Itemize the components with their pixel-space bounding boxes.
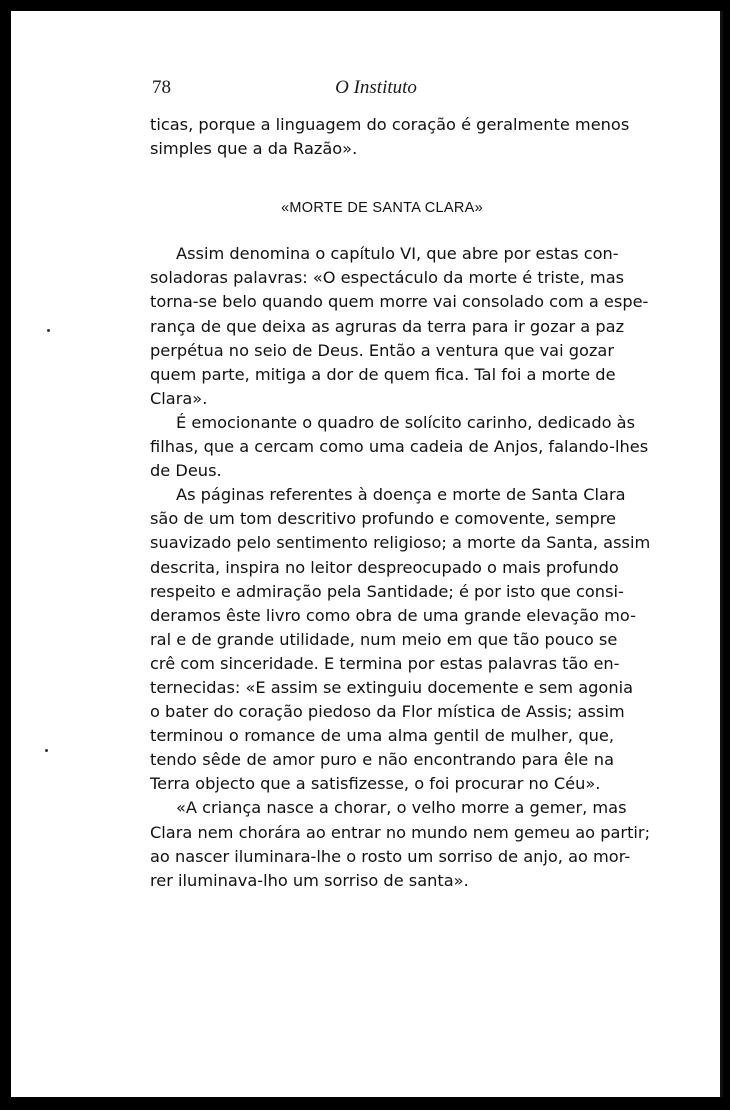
text-line: suavizado pelo sentimento religioso; a morte da Santa, assim — [150, 533, 651, 553]
text-line: crê com sinceridade. E termina por estas palavras tão en- — [150, 653, 620, 673]
text-line: Clara nem chorára ao entrar no mundo nem gemeu ao partir; — [150, 822, 651, 842]
text-line: soladoras palavras: «O espectáculo da morte é triste, mas — [150, 268, 625, 288]
text-line: As páginas referentes à doença e morte de Santa Clara — [176, 485, 626, 505]
text-line: «A criança nasce a chorar, o velho morre a gemer, mas — [176, 798, 627, 818]
text-line: perpétua no seio de Deus. Então a ventura que vai gozar — [150, 340, 614, 360]
text-line: É emocionante o quadro de solícito carinho, dedicado às — [176, 412, 636, 432]
page-number: 78 — [152, 77, 171, 98]
text-line: Clara». — [150, 388, 208, 408]
paragraph — [150, 411, 649, 483]
text-line: simples que a da Razão». — [150, 139, 358, 159]
text-line: respeito e admiração pela Santidade; é por isto que consi- — [150, 581, 624, 601]
text-line: deramos êste livro como obra de uma grande elevação mo- — [150, 605, 636, 625]
text-line: filhas, que a cercam como uma cadeia de Anjos, falando-lhes — [150, 437, 649, 457]
paragraph — [150, 796, 651, 892]
text-line: rança de que deixa as agruras da terra para ir gozar a paz — [150, 316, 625, 336]
text-line: Terra objecto que a satisfizesse, o foi procurar no Céu». — [150, 774, 601, 794]
text-line: ternecidas: «E assim se extinguiu docemente e sem agonia — [150, 677, 633, 697]
paragraph-continuation — [150, 113, 630, 161]
text-line: torna-se belo quando quem morre vai consolado com a espe- — [150, 292, 649, 312]
book-page — [11, 11, 723, 1097]
text-line: são de um tom descritivo profundo e comovente, sempre — [150, 509, 617, 529]
text-line: quem parte, mitiga a dor de quem fica. Tal foi a morte de — [150, 364, 616, 384]
paragraph — [150, 483, 651, 796]
text-line: ticas, porque a linguagem do coração é geralmente menos — [150, 115, 630, 134]
scan-speck — [47, 329, 50, 332]
text-line: ral e de grande utilidade, num meio em que tão pouco se — [150, 629, 618, 649]
text-line: de Deus. — [150, 461, 222, 481]
text-line: o bater do coração piedoso da Flor mística de Assis; assim — [150, 702, 625, 722]
journal-title: O Instituto — [335, 77, 417, 98]
running-head — [141, 77, 611, 103]
text-line: descrita, inspira no leitor despreocupado o mais profundo — [150, 557, 619, 577]
section-heading: «MORTE DE SANTA CLARA» — [281, 200, 483, 217]
paragraph — [150, 242, 649, 411]
text-line: ao nascer iluminara-lhe o rosto um sorriso de anjo, ao mor- — [150, 846, 631, 866]
text-line: tendo sêde de amor puro e não encontrando para êle na — [150, 750, 614, 770]
text-line: terminou o romance de uma alma gentil de mulher, que, — [150, 726, 614, 746]
text-line: rer iluminava-lho um sorriso de santa». — [150, 870, 469, 890]
scan-speck — [45, 749, 48, 752]
text-line: Assim denomina o capítulo VI, que abre por estas con- — [176, 244, 619, 264]
body-text — [150, 113, 651, 893]
